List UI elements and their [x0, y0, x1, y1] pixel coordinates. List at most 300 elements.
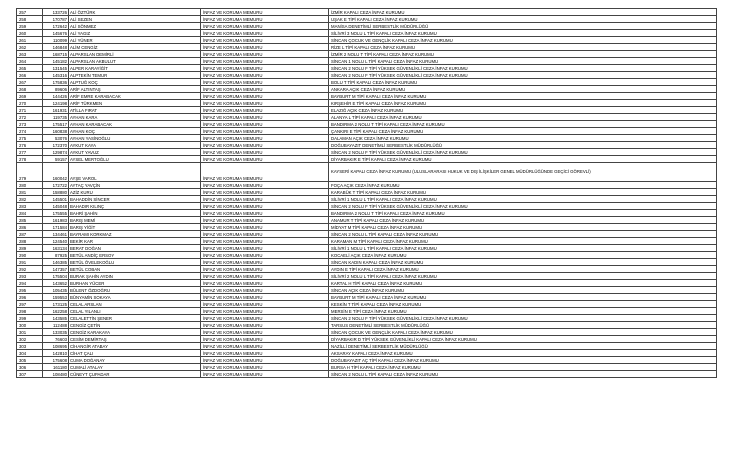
- person-name-cell: AYSEL MERTOĞLU: [69, 156, 201, 163]
- row-number-cell: 289: [17, 245, 43, 252]
- institution-cell: DOĞUBAYAZIT DENETİMLİ SERBESTLİK MÜDÜRLÜĞÜ: [329, 142, 717, 149]
- table-row: [17, 9, 717, 16]
- registry-number-cell: 161931: [43, 107, 69, 114]
- institution-cell: MANİSA DENETİMLİ SERBESTLİK MÜDÜRLÜĞÜ: [329, 23, 717, 30]
- person-name-cell: ALİ YAGIZ: [69, 30, 201, 37]
- title-cell: İNFAZ VE KORUMA MEMURU: [201, 287, 329, 294]
- registry-number-cell: 161983: [43, 217, 69, 224]
- row-number-cell: 257: [17, 9, 43, 16]
- table-row: [17, 252, 717, 259]
- row-number-cell: 267: [17, 79, 43, 86]
- row-number-cell: 258: [17, 16, 43, 23]
- institution-cell: İZMİR KAPALI CEZA İNFAZ KURUMU: [329, 9, 717, 16]
- row-number-cell: 304: [17, 350, 43, 357]
- registry-number-cell: 142810: [43, 350, 69, 357]
- title-cell: İNFAZ VE KORUMA MEMURU: [201, 357, 329, 364]
- table-row: [17, 224, 717, 231]
- institution-cell: SİLİVRİ 2 NOLU L TİPİ KAPALI CEZA İNFAZ KURUMU: [329, 273, 717, 280]
- row-number-cell: 305: [17, 357, 43, 364]
- table-row: [17, 301, 717, 308]
- table-row: [17, 93, 717, 100]
- registry-number-cell: 133726: [43, 9, 69, 16]
- title-cell: İNFAZ VE KORUMA MEMURU: [201, 189, 329, 196]
- row-number-cell: 290: [17, 252, 43, 259]
- registry-number-cell: 145676: [43, 30, 69, 37]
- registry-number-cell: 168715: [43, 51, 69, 58]
- table-row: [17, 189, 717, 196]
- person-name-cell: CİHAT ÇALI: [69, 350, 201, 357]
- title-cell: İNFAZ VE KORUMA MEMURU: [201, 245, 329, 252]
- institution-cell: SİNCAN 2 NOLU F TİPİ YÜKSEK GÜVENLİKLİ CEZA İNFAZ KURUMU: [329, 149, 717, 156]
- title-cell: İNFAZ VE KORUMA MEMURU: [201, 217, 329, 224]
- table-row: [17, 182, 717, 189]
- title-cell: İNFAZ VE KORUMA MEMURU: [201, 149, 329, 156]
- table-row: [17, 37, 717, 44]
- person-name-cell: CELALETTİN ŞENER: [69, 315, 201, 322]
- institution-cell: FOÇA AÇIK CEZA İNFAZ KURUMU: [329, 182, 717, 189]
- person-name-cell: CENGİZ ÇETİN: [69, 322, 201, 329]
- row-number-cell: 277: [17, 149, 43, 156]
- person-name-cell: BAHADDİN SİNCER: [69, 196, 201, 203]
- institution-cell: MERSİN E TİPİ CEZA İNFAZ KURUMU: [329, 308, 717, 315]
- table-row: [17, 86, 717, 93]
- person-name-cell: ALPER KARAYİĞİT: [69, 65, 201, 72]
- registry-number-cell: 110099: [43, 37, 69, 44]
- row-number-cell: 293: [17, 273, 43, 280]
- registry-number-cell: 129874: [43, 149, 69, 156]
- personnel-table: [16, 8, 717, 378]
- row-number-cell: 276: [17, 142, 43, 149]
- registry-number-cell: 108480: [43, 371, 69, 378]
- row-number-cell: 279: [17, 163, 43, 182]
- table-row: [17, 203, 717, 210]
- registry-number-cell: 172722: [43, 182, 69, 189]
- registry-number-cell: 146848: [43, 44, 69, 51]
- title-cell: İNFAZ VE KORUMA MEMURU: [201, 266, 329, 273]
- registry-number-cell: 145316: [43, 72, 69, 79]
- institution-cell: KESKİN T TİPİ KAPALI CEZA İNFAZ KURUMU: [329, 301, 717, 308]
- registry-number-cell: 131545: [43, 65, 69, 72]
- registry-number-cell: 124540: [43, 238, 69, 245]
- registry-number-cell: 160838: [43, 128, 69, 135]
- institution-cell: SİLİVRİ 1 NOLU L TİPİ KAPALI CEZA İNFAZ KURUMU: [329, 245, 717, 252]
- person-name-cell: AYKUT KAYA: [69, 142, 201, 149]
- table-row: [17, 238, 717, 245]
- person-name-cell: CELAL YILANLI: [69, 308, 201, 315]
- person-name-cell: BEKİR KAR: [69, 238, 201, 245]
- row-number-cell: 300: [17, 322, 43, 329]
- row-number-cell: 291: [17, 259, 43, 266]
- institution-cell: DALAMAN AÇIK CEZA İNFAZ KURUMU: [329, 135, 717, 142]
- institution-cell: KARTAL H TİPİ KAPALI CEZA İNFAZ KURUMU: [329, 280, 717, 287]
- registry-number-cell: 76603: [43, 336, 69, 343]
- title-cell: İNFAZ VE KORUMA MEMURU: [201, 30, 329, 37]
- table-row: [17, 44, 717, 51]
- registry-number-cell: 173125: [43, 301, 69, 308]
- title-cell: İNFAZ VE KORUMA MEMURU: [201, 182, 329, 189]
- registry-number-cell: 144426: [43, 93, 69, 100]
- title-cell: İNFAZ VE KORUMA MEMURU: [201, 329, 329, 336]
- institution-cell: SİLİVRİ 1 NOLU L TİPİ KAPALI CEZA İNFAZ KURUMU: [329, 196, 717, 203]
- title-cell: İNFAZ VE KORUMA MEMURU: [201, 364, 329, 371]
- person-name-cell: CİHANGİR ATABAY: [69, 343, 201, 350]
- title-cell: İNFAZ VE KORUMA MEMURU: [201, 86, 329, 93]
- table-row: [17, 100, 717, 107]
- row-number-cell: 281: [17, 189, 43, 196]
- person-name-cell: AYHAN KOÇ: [69, 128, 201, 135]
- person-name-cell: ALİM CENGİZ: [69, 44, 201, 51]
- registry-number-cell: 59157: [43, 156, 69, 163]
- row-number-cell: 303: [17, 343, 43, 350]
- person-name-cell: AYTAÇ YAVÇİN: [69, 182, 201, 189]
- person-name-cell: ALPTEKİN TEMUR: [69, 72, 201, 79]
- registry-number-cell: 171584: [43, 224, 69, 231]
- row-number-cell: 269: [17, 93, 43, 100]
- table-row: [17, 308, 717, 315]
- table-row: [17, 287, 717, 294]
- row-number-cell: 301: [17, 329, 43, 336]
- row-number-cell: 271: [17, 107, 43, 114]
- table-row: [17, 315, 717, 322]
- row-number-cell: 284: [17, 210, 43, 217]
- title-cell: İNFAZ VE KORUMA MEMURU: [201, 308, 329, 315]
- institution-cell: ANKARA AÇIK CEZA İNFAZ KURUMU: [329, 86, 717, 93]
- institution-cell: UŞAK E TİPİ KAPALI CEZA İNFAZ KURUMU: [329, 16, 717, 23]
- table-row: [17, 371, 717, 378]
- table-row: [17, 107, 717, 114]
- registry-number-cell: 162258: [43, 308, 69, 315]
- institution-cell: MİDYAT M TİPİ KAPALI CEZA İNFAZ KURUMU: [329, 224, 717, 231]
- person-name-cell: ALİ SEZEN: [69, 16, 201, 23]
- row-number-cell: 261: [17, 37, 43, 44]
- table-row: [17, 16, 717, 23]
- title-cell: İNFAZ VE KORUMA MEMURU: [201, 371, 329, 378]
- table-row: [17, 343, 717, 350]
- institution-cell: SİNCAN 2 NOLU F TİPİ YÜKSEK GÜVENLİKLİ CEZA İNFAZ KURUMU: [329, 315, 717, 322]
- title-cell: İNFAZ VE KORUMA MEMURU: [201, 16, 329, 23]
- institution-cell: DİYARBAKIR D TİPİ YÜKSEK GÜVENLİKLİ KAPALI CEZA İNFAZ KURUMU: [329, 336, 717, 343]
- person-name-cell: ALİ SÖNMEZ: [69, 23, 201, 30]
- title-cell: İNFAZ VE KORUMA MEMURU: [201, 114, 329, 121]
- title-cell: İNFAZ VE KORUMA MEMURU: [201, 163, 329, 182]
- table-row: [17, 72, 717, 79]
- registry-number-cell: 143585: [43, 315, 69, 322]
- title-cell: İNFAZ VE KORUMA MEMURU: [201, 23, 329, 30]
- row-number-cell: 274: [17, 128, 43, 135]
- registry-number-cell: 145048: [43, 203, 69, 210]
- person-name-cell: BÜLENT ÖZDOĞRU: [69, 287, 201, 294]
- row-number-cell: 275: [17, 135, 43, 142]
- person-name-cell: BETÜL ÖVELEKOĞLU: [69, 259, 201, 266]
- person-name-cell: CENGİZ KARAKAYA: [69, 329, 201, 336]
- institution-cell: BURSA H TİPİ KAPALI CEZA İNFAZ KURUMU: [329, 364, 717, 371]
- row-number-cell: 273: [17, 121, 43, 128]
- row-number-cell: 278: [17, 156, 43, 163]
- title-cell: İNFAZ VE KORUMA MEMURU: [201, 280, 329, 287]
- person-name-cell: BURAK ŞAHİN AYDIN: [69, 273, 201, 280]
- title-cell: İNFAZ VE KORUMA MEMURU: [201, 79, 329, 86]
- person-name-cell: BERAT DOĞAN: [69, 245, 201, 252]
- institution-cell: TARSUS DENETİMLİ SERBESTLİK MÜDÜRLÜĞÜ: [329, 322, 717, 329]
- person-name-cell: ALPARSLAN DEMİRLİ: [69, 51, 201, 58]
- registry-number-cell: 158880: [43, 189, 69, 196]
- table-row: [17, 273, 717, 280]
- institution-cell: BANDIRMA 2 NOLU T TİPİ KAPALI CEZA İNFAZ KURUMU: [329, 121, 717, 128]
- row-number-cell: 264: [17, 58, 43, 65]
- registry-number-cell: 160042: [43, 163, 69, 182]
- person-name-cell: CUMA DOĞANAY: [69, 357, 201, 364]
- row-number-cell: 282: [17, 196, 43, 203]
- institution-cell: SİNCAN 2 NOLU L TİPİ KAPALI CEZA İNFAZ KURUMU: [329, 231, 717, 238]
- row-number-cell: 265: [17, 65, 43, 72]
- row-number-cell: 259: [17, 23, 43, 30]
- registry-number-cell: 163134: [43, 245, 69, 252]
- row-number-cell: 296: [17, 294, 43, 301]
- row-number-cell: 297: [17, 301, 43, 308]
- person-name-cell: BARIŞ MEMİ: [69, 217, 201, 224]
- person-name-cell: BETÜL COBAN: [69, 266, 201, 273]
- institution-cell: SİNCAN ÇOCUK VE GENÇLİK KAPALI CEZA İNFAZ KURUMU: [329, 329, 717, 336]
- table-row: [17, 245, 717, 252]
- institution-cell: NAZİLLİ DENETİMLİ SERBESTLİK MÜDÜRLÜĞÜ: [329, 343, 717, 350]
- registry-number-cell: 145501: [43, 196, 69, 203]
- title-cell: İNFAZ VE KORUMA MEMURU: [201, 203, 329, 210]
- person-name-cell: BÜNYAMİN SOKAYA: [69, 294, 201, 301]
- table-row: [17, 259, 717, 266]
- person-name-cell: CELAL ARSLAN: [69, 301, 201, 308]
- institution-cell: SİNCAN KADIN KAPALI CEZA İNFAZ KURUMU: [329, 259, 717, 266]
- table-row: [17, 58, 717, 65]
- registry-number-cell: 175517: [43, 121, 69, 128]
- institution-cell: BOLU T TİPİ KAPALI CEZA İNFAZ KURUMU: [329, 79, 717, 86]
- row-number-cell: 262: [17, 44, 43, 51]
- institution-cell: ÇANKIRI E TİPİ KAPALI CEZA İNFAZ KURUMU: [329, 128, 717, 135]
- registry-number-cell: 134461: [43, 231, 69, 238]
- person-name-cell: ALİ YÜNER: [69, 37, 201, 44]
- row-number-cell: 292: [17, 266, 43, 273]
- title-cell: İNFAZ VE KORUMA MEMURU: [201, 336, 329, 343]
- institution-cell: ALANYA L TİPİ KAPALI CEZA İNFAZ KURUMU: [329, 114, 717, 121]
- title-cell: İNFAZ VE KORUMA MEMURU: [201, 9, 329, 16]
- institution-cell: RİZE L TİPİ KAPALI CEZA İNFAZ KURUMU: [329, 44, 717, 51]
- table-row: [17, 79, 717, 86]
- registry-number-cell: 161180: [43, 364, 69, 371]
- table-row: [17, 121, 717, 128]
- table-row: [17, 51, 717, 58]
- row-number-cell: 285: [17, 217, 43, 224]
- title-cell: İNFAZ VE KORUMA MEMURU: [201, 121, 329, 128]
- registry-number-cell: 108695: [43, 343, 69, 350]
- institution-cell: DİYARBAKIR E TİPİ KAPALI CEZA İNFAZ KURUMU: [329, 156, 717, 163]
- title-cell: İNFAZ VE KORUMA MEMURU: [201, 142, 329, 149]
- person-name-cell: AYHAN YASİNOĞLU: [69, 135, 201, 142]
- person-name-cell: CÜNEYT ÇUPADAR: [69, 371, 201, 378]
- row-number-cell: 295: [17, 287, 43, 294]
- institution-cell: SİNCAN ÇOCUK VE GENÇLİK KAPALI CEZA İNFAZ KURUMU: [329, 37, 717, 44]
- title-cell: İNFAZ VE KORUMA MEMURU: [201, 37, 329, 44]
- registry-number-cell: 143652: [43, 280, 69, 287]
- table-row: [17, 364, 717, 371]
- person-name-cell: ALİ ÖZTÜRK: [69, 9, 201, 16]
- table-row: [17, 322, 717, 329]
- person-name-cell: ALPTUĞ KOÇ: [69, 79, 201, 86]
- person-name-cell: BETÜL ANDİÇ ERSOY: [69, 252, 201, 259]
- row-number-cell: 306: [17, 364, 43, 371]
- institution-cell: KARABÜK T TİPİ KAPALI CEZA İNFAZ KURUMU: [329, 189, 717, 196]
- title-cell: İNFAZ VE KORUMA MEMURU: [201, 238, 329, 245]
- registry-number-cell: 133035: [43, 329, 69, 336]
- institution-cell: ELAZIĞ AÇIK CEZA İNFAZ KURUMU: [329, 107, 717, 114]
- title-cell: İNFAZ VE KORUMA MEMURU: [201, 196, 329, 203]
- table-row: [17, 65, 717, 72]
- table-row: [17, 336, 717, 343]
- institution-cell: SİNCAN 1 NOLU L TİPİ KAPALI CEZA İNFAZ KURUMU: [329, 58, 717, 65]
- institution-cell: SİLİVRİ 3 NOLU L TİPİ KAPALI CEZA İNFAZ KURUMU: [329, 30, 717, 37]
- table-row: [17, 135, 717, 142]
- institution-cell: KARAMAN M TİPİ KAPALI CEZA İNFAZ KURUMU: [329, 238, 717, 245]
- table-row: [17, 149, 717, 156]
- person-name-cell: BURHAN YÜCER: [69, 280, 201, 287]
- title-cell: İNFAZ VE KORUMA MEMURU: [201, 65, 329, 72]
- registry-number-cell: 172642: [43, 23, 69, 30]
- title-cell: İNFAZ VE KORUMA MEMURU: [201, 135, 329, 142]
- row-number-cell: 268: [17, 86, 43, 93]
- institution-cell: ANAMUR T TİPİ KAPALI CEZA İNFAZ KURUMU: [329, 217, 717, 224]
- row-number-cell: 260: [17, 30, 43, 37]
- title-cell: İNFAZ VE KORUMA MEMURU: [201, 273, 329, 280]
- row-number-cell: 307: [17, 371, 43, 378]
- table-row: [17, 266, 717, 273]
- title-cell: İNFAZ VE KORUMA MEMURU: [201, 44, 329, 51]
- title-cell: İNFAZ VE KORUMA MEMURU: [201, 224, 329, 231]
- table-row: [17, 329, 717, 336]
- person-name-cell: AZİZ KURU: [69, 189, 201, 196]
- row-number-cell: 287: [17, 231, 43, 238]
- row-number-cell: 283: [17, 203, 43, 210]
- table-row: [17, 163, 717, 182]
- institution-cell: BAYBURT M TİPİ KAPALI CEZA İNFAZ KURUMU: [329, 93, 717, 100]
- registry-number-cell: 89606: [43, 86, 69, 93]
- institution-cell: DOĞUBAYAZIT AÇ TİPİ KAPALI CEZA İNFAZ KURUMU: [329, 357, 717, 364]
- institution-cell: KIRŞEHİR E TİPİ KAPALI CEZA İNFAZ KURUMU: [329, 100, 717, 107]
- person-name-cell: BAYRAMI KORKMAZ: [69, 231, 201, 238]
- table-row: [17, 217, 717, 224]
- table-row: [17, 114, 717, 121]
- registry-number-cell: 112488: [43, 322, 69, 329]
- row-number-cell: 298: [17, 308, 43, 315]
- person-name-cell: AYHAN KARA: [69, 114, 201, 121]
- person-name-cell: BAHRİ ŞAHİN: [69, 210, 201, 217]
- row-number-cell: 280: [17, 182, 43, 189]
- registry-number-cell: 172370: [43, 142, 69, 149]
- institution-cell: İZMİR 2 NOLU T TİPİ KAPALI CEZA İNFAZ KURUMU: [329, 51, 717, 58]
- table-row: [17, 23, 717, 30]
- registry-number-cell: 147357: [43, 266, 69, 273]
- institution-cell: SİNCAN AÇIK CEZA İNFAZ KURUMU: [329, 287, 717, 294]
- row-number-cell: 272: [17, 114, 43, 121]
- table-row: [17, 357, 717, 364]
- title-cell: İNFAZ VE KORUMA MEMURU: [201, 301, 329, 308]
- table-row: [17, 156, 717, 163]
- personnel-table-body: [17, 9, 717, 378]
- institution-cell: KAYSERİ KAPALI CEZA İNFAZ KURUMU (ULUSLARARASI HUKUK VE DIŞ İLİŞKİLER GENEL MÜDÜRLÜĞÜNDE GEÇİCİ GÖREVLİ): [329, 163, 717, 182]
- institution-cell: SİNCAN 2 NOLU F TİPİ YÜKSEK GÜVENLİKLİ CEZA İNFAZ KURUMU: [329, 203, 717, 210]
- table-row: [17, 142, 717, 149]
- person-name-cell: CUMALİ ATALAY: [69, 364, 201, 371]
- row-number-cell: 299: [17, 315, 43, 322]
- title-cell: İNFAZ VE KORUMA MEMURU: [201, 93, 329, 100]
- person-name-cell: AYKUT YAVUZ: [69, 149, 201, 156]
- row-number-cell: 294: [17, 280, 43, 287]
- table-row: [17, 350, 717, 357]
- registry-number-cell: 119735: [43, 114, 69, 121]
- person-name-cell: ARİF ALTINTAŞ: [69, 86, 201, 93]
- institution-cell: SİNCAN 2 NOLU F TİPİ YÜKSEK GÜVENLİKLİ CEZA İNFAZ KURUMU: [329, 72, 717, 79]
- person-name-cell: ATİLLA FIRAT: [69, 107, 201, 114]
- person-name-cell: ARİF EMRE KARABACAK: [69, 93, 201, 100]
- registry-number-cell: 145182: [43, 58, 69, 65]
- person-name-cell: AYŞE VAROL: [69, 163, 201, 182]
- row-number-cell: 286: [17, 224, 43, 231]
- row-number-cell: 302: [17, 336, 43, 343]
- title-cell: İNFAZ VE KORUMA MEMURU: [201, 51, 329, 58]
- table-row: [17, 231, 717, 238]
- registry-number-cell: 105435: [43, 287, 69, 294]
- registry-number-cell: 87925: [43, 252, 69, 259]
- title-cell: İNFAZ VE KORUMA MEMURU: [201, 72, 329, 79]
- registry-number-cell: 175608: [43, 357, 69, 364]
- title-cell: İNFAZ VE KORUMA MEMURU: [201, 259, 329, 266]
- person-name-cell: AYHAN KARABACAK: [69, 121, 201, 128]
- row-number-cell: 266: [17, 72, 43, 79]
- institution-cell: SİNCAN 2 NOLU F TİPİ YÜKSEK GÜVENLİKLİ CEZA İNFAZ KURUMU: [329, 65, 717, 72]
- title-cell: İNFAZ VE KORUMA MEMURU: [201, 350, 329, 357]
- registry-number-cell: 124198: [43, 100, 69, 107]
- registry-number-cell: 170787: [43, 16, 69, 23]
- table-row: [17, 210, 717, 217]
- title-cell: İNFAZ VE KORUMA MEMURU: [201, 210, 329, 217]
- registry-number-cell: 159553: [43, 294, 69, 301]
- title-cell: İNFAZ VE KORUMA MEMURU: [201, 322, 329, 329]
- title-cell: İNFAZ VE KORUMA MEMURU: [201, 294, 329, 301]
- table-row: [17, 280, 717, 287]
- institution-cell: AKSARAY KAPALI CEZA İNFAZ KURUMU: [329, 350, 717, 357]
- title-cell: İNFAZ VE KORUMA MEMURU: [201, 231, 329, 238]
- table-row: [17, 294, 717, 301]
- registry-number-cell: 175836: [43, 79, 69, 86]
- registry-number-cell: 175555: [43, 210, 69, 217]
- person-name-cell: ARİF TÜRKMEN: [69, 100, 201, 107]
- table-row: [17, 30, 717, 37]
- institution-cell: BAYBURT M TİPİ KAPALI CEZA İNFAZ KURUMU: [329, 294, 717, 301]
- title-cell: İNFAZ VE KORUMA MEMURU: [201, 107, 329, 114]
- row-number-cell: 263: [17, 51, 43, 58]
- person-name-cell: BAHADIR KILINÇ: [69, 203, 201, 210]
- title-cell: İNFAZ VE KORUMA MEMURU: [201, 156, 329, 163]
- person-name-cell: ALPARSLAN AKBULUT: [69, 58, 201, 65]
- registry-number-cell: 53076: [43, 135, 69, 142]
- institution-cell: SİNCAN 2 NOLU L TİPİ KAPALI CEZA İNFAZ KURUMU: [329, 371, 717, 378]
- row-number-cell: 270: [17, 100, 43, 107]
- title-cell: İNFAZ VE KORUMA MEMURU: [201, 58, 329, 65]
- table-row: [17, 196, 717, 203]
- institution-cell: AYDIN E TİPİ KAPALI CEZA İNFAZ KURUMU: [329, 266, 717, 273]
- institution-cell: BANDIRMA 2 NOLU T TİPİ KAPALI CEZA İNFAZ KURUMU: [329, 210, 717, 217]
- title-cell: İNFAZ VE KORUMA MEMURU: [201, 252, 329, 259]
- title-cell: İNFAZ VE KORUMA MEMURU: [201, 343, 329, 350]
- registry-number-cell: 146385: [43, 259, 69, 266]
- row-number-cell: 288: [17, 238, 43, 245]
